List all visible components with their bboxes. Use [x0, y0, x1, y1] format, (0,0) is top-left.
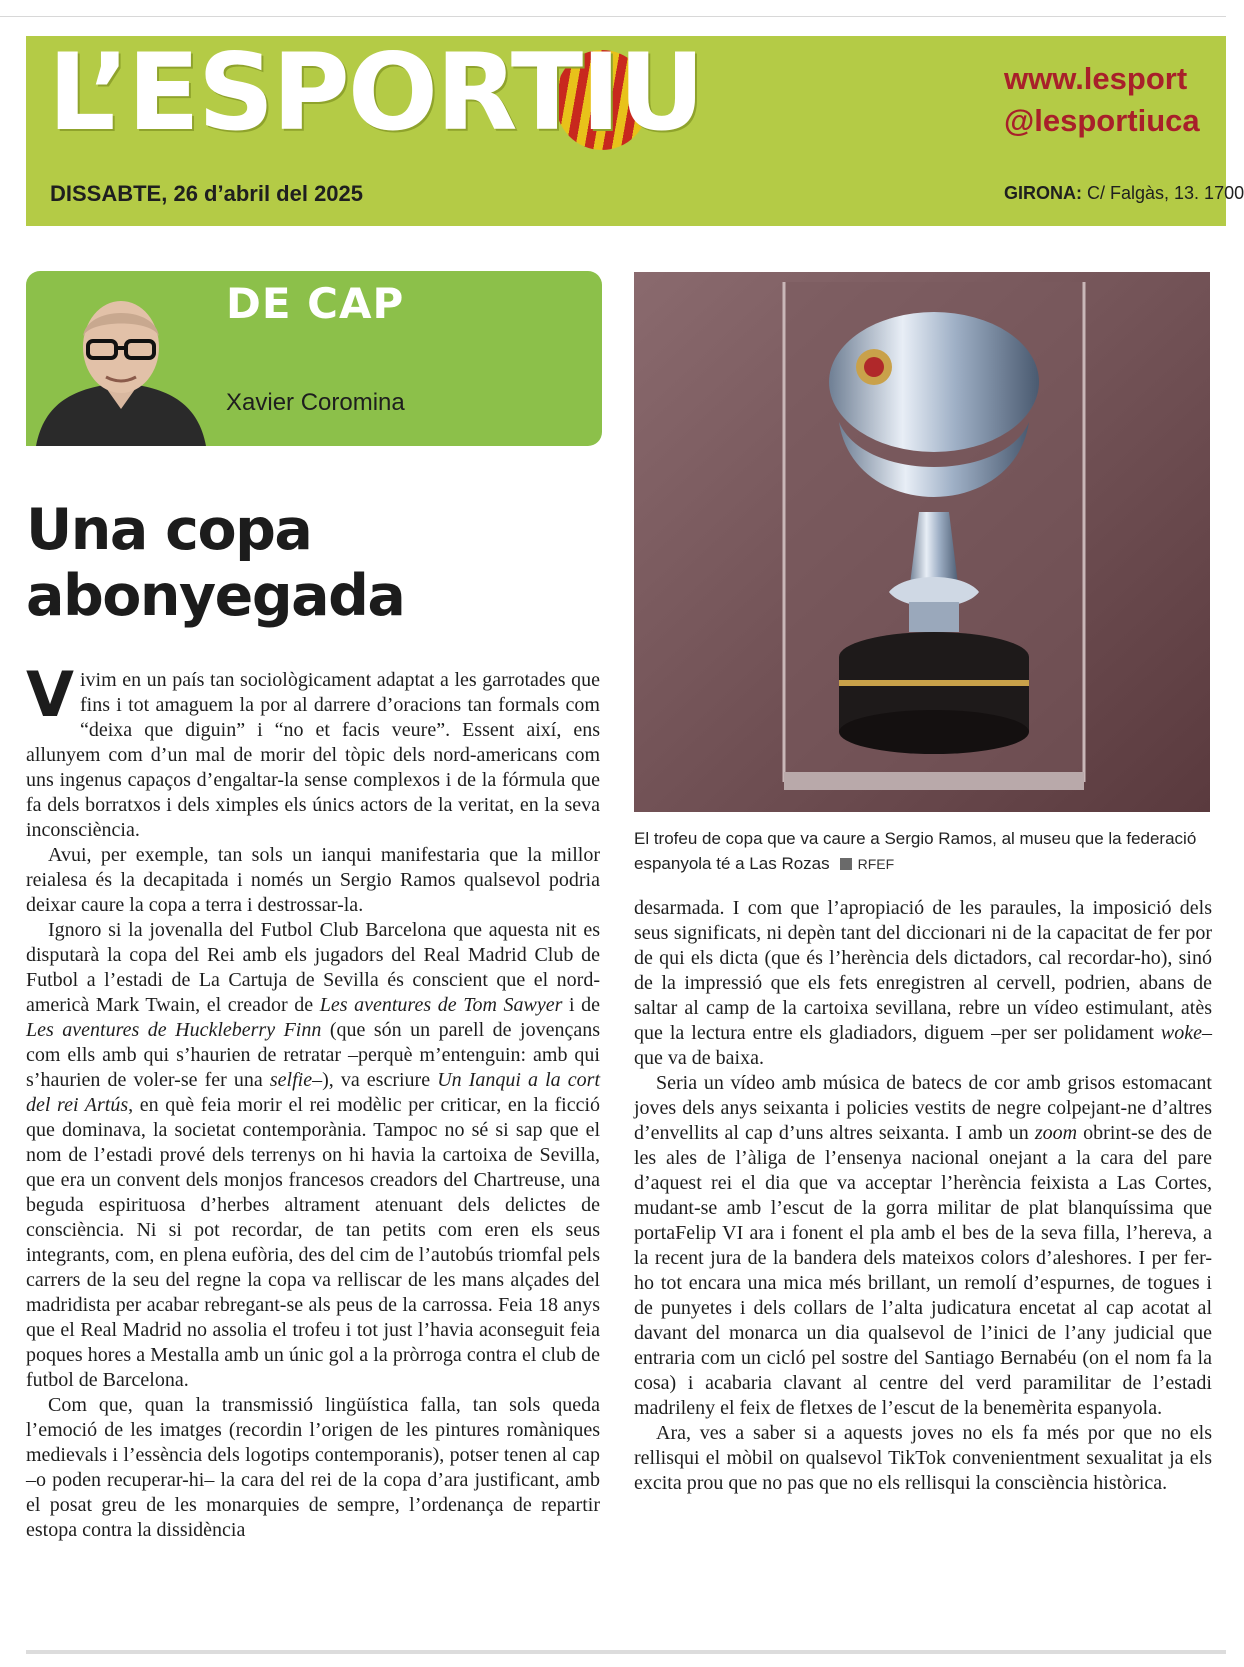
paragraph-1 — [26, 658, 600, 843]
drop-cap: V — [26, 658, 74, 731]
paragraph-5-text-a: desarmada. I com que l’apropiació de les paraules, la imposició dels seus significats, ni depèn tant del diccionari ni de la capacitat de fer por de qui els dicta (que és l’herència dels dictadors, cal recordar-ho), sinó de la impressió que els fets enregistren al cervell, podrien, abans de saltar al camp de la cartoixa sevillana, rebre un vídeo estimulant, atès que la lectura entre els gladiadors, diguem –per ser polidament — [634, 897, 1212, 1044]
website-link[interactable]: www.lesport — [1004, 61, 1188, 96]
paragraph-3-text-e: , en què feia morir el rei modèlic per criticar, en la ficció que dominava, la societat contemporània. Tampoc no sé si sap que el nom de l’estadi prové dels terrenys on hi havia la cartoixa de Sevilla, que era un convent dels monjos francesos creadors del Chartreuse, una beguda espirituosa d’herbes altrament atenuant dels delictes de consciència. Ni si pot recordar, de tan petits com eren els seus integrants, com, en plena eufòria, des del cim de l’autobús triomfal pels carrers de la seu del regne la copa va relliscar de les mans alçades del madridista per acabar rebregant-se als peus de la carrossa. Feia 18 anys que el Real Madrid no assolia el trofeu i tot just l’havia aconseguit feia poques hores a Mestalla amb un únic gol a la pròrroga contra el club de futbol de Barcelona. — [26, 1094, 601, 1391]
paragraph-1-text: ivim en un país tan sociològicament adaptat a les garrotades que fins i tot amaguem la por al darrere d’oracions tan formals com “deixa que diguin” i “no et facis veure”. Essent així, ens allunyem com d’un mal de morir del tòpic dels nord-americans com uns ingenus capaços d’engaltar-la sense complexos i de la fórmula que fa dels borratxos i dels ximples els únics actors de la veritat, en la seva inconsciència. — [26, 669, 600, 841]
paragraph-2: Avui, per exemple, tan sols un ianqui manifestaria que la millor reialesa és la decapitada i només un Sergio Ramos qualsevol podria deixar caure la copa a terra i destrossar-la. — [26, 844, 600, 916]
credit-square-icon — [840, 858, 852, 870]
top-divider — [0, 16, 1226, 17]
book-title-ianqui: Un Ianqui a la cort del rei Artús — [26, 1069, 600, 1116]
article-column-1 — [26, 658, 601, 1543]
paragraph-3-text-c: (que són un parell de jovençans com ells amb qui s’haurien de retratar –perquè m’entenguin: amb qui s’haurien de voler-se fer una — [26, 1019, 600, 1091]
photo-credit: RFEF — [857, 856, 895, 872]
paragraph-6-text-b: obrint-se des de les ales de l’àliga de l’ensenya nacional onejant a la cara del pare d’aquest rei el dia que va acceptar l’herència feixista a Las Cortes, mudant-se amb l’escut de la gorra militar de plat blanquíssima que portaFelip VI ara i fonent el pla amb el bes de la seva filla, l’hereva, a la recent jura de la bandera dels mateixos colors d’aleshores. I per fer-ho tot encara una mica més brillant, un remolí d’espurnes, de togues i de punyetes i dels collars de l’alta judicatura encetat al cap acotat al davant del monarca un dia qualsevol de l’inici de l’any judicial que entraria com un cicló pel sostre del Santiago Bernabéu (on el nom fa la cosa) i acabaria clavant al centre del verd paramilitar de l’estadi madrileny el feix de fletxes de l’escut de la benemèrita espanyola. — [634, 1122, 1212, 1419]
paragraph-4: Com que, quan la transmissió lingüística falla, tan sols queda l’emoció de les imatges (recordin l’origen de les pintures romàniques medievals i l’essència dels logotips contemporanis), potser tenen al cap –o poden recuperar-hi– la cara del rei de la copa d’ara justificant, amb el posat greu de les monarquies de sempre, l’ordenança de repartir estopa contra la dissidència — [26, 1394, 600, 1541]
trophy-photo — [634, 272, 1210, 812]
article-column-2 — [634, 896, 1212, 1496]
social-handle[interactable]: @lesportiuca — [1004, 103, 1200, 138]
book-title-tom-sawyer: Les aventures de Tom Sawyer — [319, 994, 563, 1016]
paragraph-5-text-b: – que va de baixa. — [634, 1022, 1212, 1069]
paragraph-7: Ara, ves a saber si a aquests joves no els fa més por que no els rellisqui el mòbil on qualsevol TikTok convenientment sexualitat ja els excita prou que no pas que no els rellisqui la consciència històrica. — [634, 1422, 1212, 1494]
word-zoom: zoom — [1034, 1122, 1078, 1144]
masthead-web-links — [1004, 58, 1200, 142]
author-portrait — [26, 285, 216, 446]
paragraph-6-text-a: Seria un vídeo amb música de batecs de cor amb grisos estomacant joves dels anys seixanta i policies vestits de negre colpejant-ne d’altres d’envellits al cap d’uns altres seixanta. I amb un — [634, 1072, 1212, 1144]
paragraph-3-text-d: –), va escriure — [312, 1069, 438, 1091]
word-selfie: selfie — [269, 1069, 313, 1091]
paragraph-5 — [634, 896, 1212, 1071]
book-title-huckleberry-finn: Les aventures de Huckleberry Finn — [26, 1019, 322, 1041]
address-text: C/ Falgàs, 13. 1700 — [1082, 183, 1244, 203]
author-name: Xavier Coromina — [226, 389, 405, 416]
masthead — [26, 31, 1244, 226]
issue-date: DISSABTE, 26 d’abril del 2025 — [50, 181, 364, 206]
paragraph-3-text-a: Ignoro si la jovenalla del Futbol Club Barcelona que aquesta nit es disputarà la copa del Rei amb els jugadors del Real Madrid Club de Futbol a l’estadi de La Cartuja de Sevilla és conscient que el nord-americà Mark Twain, el creador de — [26, 919, 600, 1016]
column-header — [26, 271, 602, 446]
paragraph-6 — [634, 1071, 1212, 1421]
word-woke: woke — [1160, 1022, 1202, 1044]
paragraph-3-text-b: i de — [562, 994, 601, 1016]
photo-caption — [634, 826, 1214, 877]
paragraph-3 — [26, 918, 600, 1393]
article-headline: Una copa abonyegada — [26, 497, 405, 629]
bottom-divider — [26, 1650, 1226, 1654]
newspaper-logo: L’ESPORTIU — [48, 31, 703, 154]
caption-text: El trofeu de copa que va caure a Sergio Ramos, al museu que la federació espanyola té a Las Rozas — [634, 829, 1197, 873]
masthead-address — [1004, 183, 1244, 204]
address-label: GIRONA: — [1004, 183, 1082, 203]
section-title: DE CAP — [226, 279, 405, 328]
